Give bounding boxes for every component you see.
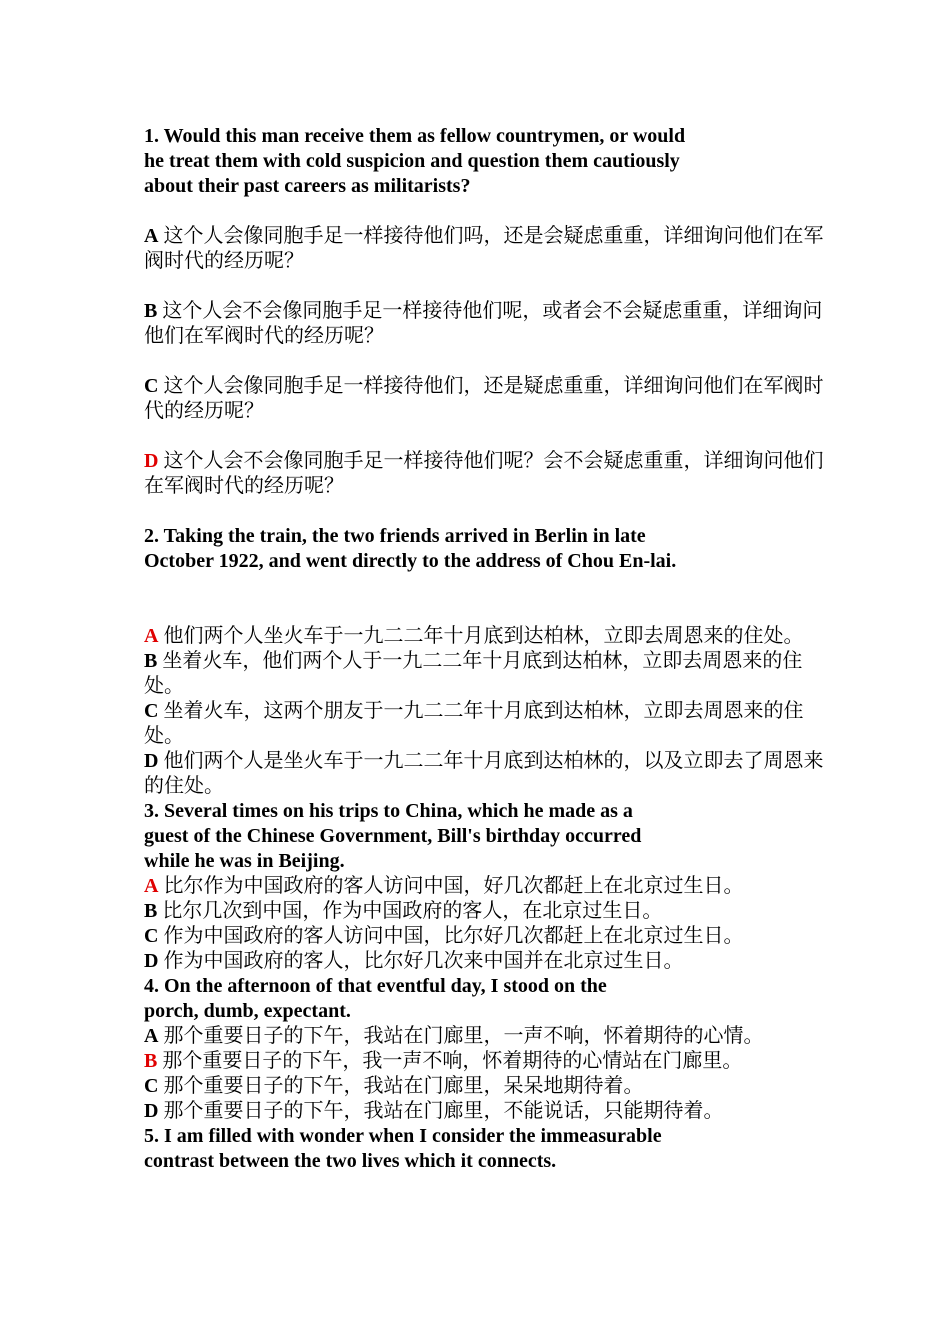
- option-letter: C: [144, 375, 159, 397]
- question-5-line-2: contrast between the two lives which it connects.: [144, 1150, 557, 1172]
- option-letter: B: [144, 900, 158, 922]
- question-3-line-1: 3. Several times on his trips to China, which he made as a: [144, 800, 633, 822]
- q4-option-a: [144, 1024, 824, 1049]
- question-4-line-1: 4. On the afternoon of that eventful day, I stood on the: [144, 975, 607, 997]
- option-text: 坐着火车，这两个朋友于一九二二年十月底到达柏林，立即去周恩来的住处。: [144, 700, 804, 747]
- option-letter: B: [144, 650, 158, 672]
- q4-option-b: [144, 1049, 824, 1074]
- option-text: 作为中国政府的客人，比尔好几次来中国并在北京过生日。: [158, 950, 684, 972]
- option-letter-answer: D: [144, 450, 159, 472]
- q1-option-b: [144, 299, 824, 349]
- question-1-line-1: 1. Would this man receive them as fellow countrymen, or would: [144, 125, 686, 147]
- option-text: 作为中国政府的客人访问中国，比尔好几次都赶上在北京过生日。: [158, 925, 744, 947]
- question-2: [144, 524, 824, 574]
- option-text: 这个人会像同胞手足一样接待他们，还是疑虑重重，详细询问他们在军阀时代的经历呢？: [144, 375, 824, 422]
- q1-option-a: [144, 224, 824, 274]
- option-letter-answer: B: [144, 1050, 158, 1072]
- question-3-line-2: guest of the Chinese Government, Bill's birthday occurred: [144, 825, 642, 847]
- question-2-line-1: 2. Taking the train, the two friends arrived in Berlin in late: [144, 525, 646, 547]
- option-letter-answer: A: [144, 875, 159, 897]
- option-text: 那个重要日子的下午，我站在门廊里，一声不响，怀着期待的心情。: [158, 1025, 764, 1047]
- q3-option-a: [144, 874, 824, 899]
- option-text: 他们两个人坐火车于一九二二年十月底到达柏林，立即去周恩来的住处。: [158, 625, 804, 647]
- option-letter: D: [144, 950, 159, 972]
- option-text: 这个人会不会像同胞手足一样接待他们呢，或者会不会疑虑重重，详细询问他们在军阀时代的经历呢？: [144, 300, 823, 347]
- option-text: 比尔作为中国政府的客人访问中国，好几次都赶上在北京过生日。: [158, 875, 744, 897]
- q4-option-c: [144, 1074, 824, 1099]
- question-5-line-1: 5. I am filled with wonder when I consider the immeasurable: [144, 1125, 662, 1147]
- option-letter-answer: A: [144, 625, 159, 647]
- option-letter: A: [144, 1025, 159, 1047]
- option-text: 比尔几次到中国，作为中国政府的客人，在北京过生日。: [157, 900, 663, 922]
- question-3-line-3: while he was in Beijing.: [144, 850, 345, 872]
- question-1-line-2: he treat them with cold suspicion and question them cautiously: [144, 150, 680, 172]
- q2-option-a: [144, 624, 824, 649]
- option-letter: C: [144, 700, 159, 722]
- option-text: 他们两个人是坐火车于一九二二年十月底到达柏林的，以及立即去了周恩来的住处。: [144, 750, 824, 797]
- option-text: 那个重要日子的下午，我一声不响，怀着期待的心情站在门廊里。: [157, 1050, 743, 1072]
- q2-option-b: [144, 649, 824, 699]
- question-1: [144, 124, 824, 199]
- option-letter: A: [144, 225, 159, 247]
- question-1-line-3: about their past careers as militarists?: [144, 175, 471, 197]
- q3-option-b: [144, 899, 824, 924]
- option-letter: C: [144, 1075, 159, 1097]
- q2-option-d: [144, 749, 824, 799]
- option-letter: C: [144, 925, 159, 947]
- option-text: 坐着火车，他们两个人于一九二二年十月底到达柏林，立即去周恩来的住处。: [144, 650, 803, 697]
- option-text: 那个重要日子的下午，我站在门廊里，呆呆地期待着。: [158, 1075, 644, 1097]
- q1-option-c: [144, 374, 824, 424]
- question-3: [144, 799, 824, 874]
- q3-option-d: [144, 949, 824, 974]
- question-2-line-2: October 1922, and went directly to the address of Chou En-lai.: [144, 550, 677, 572]
- question-5: [144, 1124, 824, 1174]
- option-text: 那个重要日子的下午，我站在门廊里，不能说话，只能期待着。: [158, 1100, 724, 1122]
- q2-option-c: [144, 699, 824, 749]
- q1-option-d: [144, 449, 824, 499]
- question-4-line-2: porch, dumb, expectant.: [144, 1000, 351, 1022]
- q3-option-c: [144, 924, 824, 949]
- option-letter: D: [144, 1100, 159, 1122]
- option-text: 这个人会不会像同胞手足一样接待他们呢？会不会疑虑重重，详细询问他们在军阀时代的经历呢？: [144, 450, 824, 497]
- option-text: 这个人会像同胞手足一样接待他们吗，还是会疑虑重重，详细询问他们在军阀时代的经历呢？: [144, 225, 824, 272]
- option-letter: D: [144, 750, 159, 772]
- question-4: [144, 974, 824, 1024]
- option-letter: B: [144, 300, 158, 322]
- q4-option-d: [144, 1099, 824, 1124]
- document-page: [144, 124, 824, 1174]
